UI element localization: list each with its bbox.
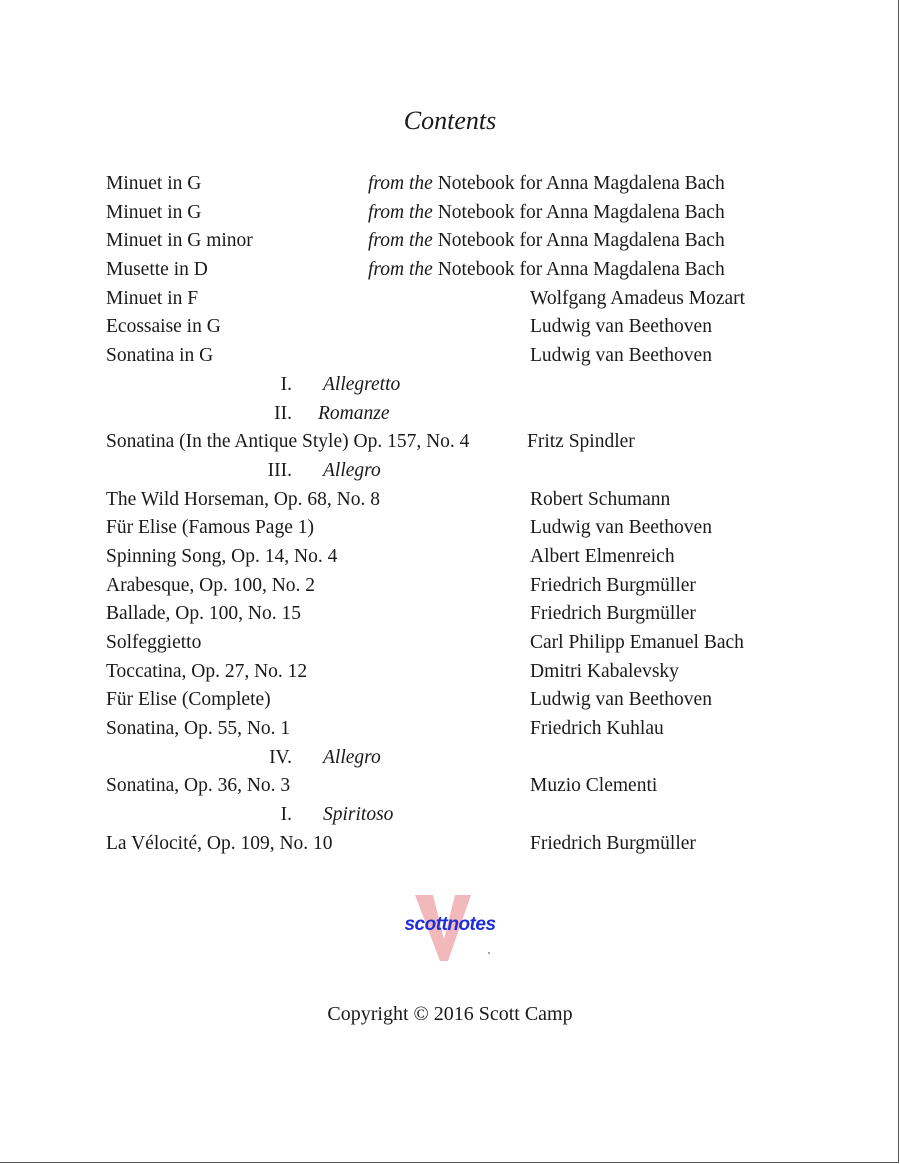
movement-number: IV. [269, 746, 292, 768]
piece-composer: Fritz Spindler [527, 431, 635, 453]
piece-composer: Dmitri Kabalevsky [530, 660, 679, 682]
piece-title: Minuet in G [106, 173, 202, 194]
piece-composer: Carl Philipp Emanuel Bach [530, 632, 744, 653]
piece-title: Solfeggietto [106, 632, 202, 653]
movement-name: Allegro [323, 459, 381, 481]
toc-entry [0, 313, 900, 342]
piece-composer: Friedrich Burgmüller [530, 603, 696, 625]
piece-composer: Ludwig van Beethoven [530, 689, 712, 711]
piece-title: Arabesque, Op. 100, No. 2 [106, 574, 316, 596]
piece-composer: Muzio Clementi [530, 775, 658, 797]
toc-movement [0, 400, 900, 429]
toc-entry [0, 830, 900, 859]
toc-entry [0, 629, 900, 658]
piece-title: Ballade, Op. 100, No. 15 [106, 603, 301, 625]
toc-entry [0, 170, 900, 199]
toc-movement [0, 744, 900, 773]
toc-entry [0, 715, 900, 744]
source-prefix: from the [368, 201, 433, 223]
toc-entry [0, 686, 900, 715]
toc-movement [0, 801, 900, 830]
source-name: Notebook for Anna Magdalena Bach [437, 201, 725, 223]
piece-title: Musette in D [106, 259, 208, 281]
toc-entry [0, 543, 900, 572]
logo-dot [488, 952, 490, 954]
toc-entry [0, 199, 900, 228]
piece-title: La Vélocité, Op. 109, No. 10 [106, 832, 333, 854]
source-prefix: from the [368, 230, 433, 252]
piece-title: Sonatina in G [106, 345, 214, 367]
source-name: Notebook for Anna Magdalena Bach [437, 230, 725, 252]
source-name: Notebook for Anna Magdalena Bach [437, 259, 725, 281]
piece-title: Für Elise (Complete) [106, 689, 271, 711]
toc-movement [0, 457, 900, 486]
movement-name: Allegretto [323, 373, 401, 395]
piece-source [368, 256, 725, 285]
piece-composer: Ludwig van Beethoven [530, 345, 712, 367]
movement-number: I. [280, 373, 292, 395]
piece-composer: Friedrich Kuhlau [530, 718, 664, 740]
piece-composer: Ludwig van Beethoven [530, 517, 712, 539]
copyright-notice: Copyright © 2016 Scott Camp [327, 1003, 573, 1025]
movement-name: Spiritoso [323, 804, 394, 826]
piece-composer: Friedrich Burgmüller [530, 574, 696, 596]
movement-number: III. [267, 459, 292, 481]
contents-list [0, 170, 900, 859]
piece-title: Spinning Song, Op. 14, No. 4 [106, 545, 338, 567]
piece-composer: Wolfgang Amadeus Mozart [530, 287, 746, 309]
piece-source [368, 170, 725, 199]
piece-title: Sonatina (In the Antique Style) Op. 157, No. 4 [106, 431, 470, 453]
piece-composer: Albert Elmenreich [530, 545, 675, 567]
toc-entry [0, 227, 900, 256]
movement-number: I. [280, 804, 292, 826]
page-title: Contents [403, 106, 497, 135]
toc-entry [0, 285, 900, 314]
piece-title: Sonatina, Op. 36, No. 3 [106, 775, 291, 797]
toc-entry [0, 572, 900, 601]
piece-title: Für Elise (Famous Page 1) [106, 517, 314, 539]
toc-entry [0, 342, 900, 371]
toc-entry [0, 514, 900, 543]
piece-title: Minuet in F [106, 287, 199, 309]
piece-source [368, 199, 725, 228]
toc-entry [0, 256, 900, 285]
movement-name: Romanze [318, 402, 390, 424]
movement-number: II. [274, 402, 292, 424]
scottnotes-logo [395, 893, 505, 965]
toc-entry [0, 658, 900, 687]
piece-title: The Wild Horseman, Op. 68, No. 8 [106, 488, 380, 510]
piece-composer: Friedrich Burgmüller [530, 832, 696, 854]
toc-entry [0, 486, 900, 515]
piece-title: Toccatina, Op. 27, No. 12 [106, 660, 308, 682]
piece-title: Ecossaise in G [106, 316, 221, 338]
piece-source [368, 227, 725, 256]
toc-entry [0, 600, 900, 629]
toc-movement [0, 371, 900, 400]
piece-composer: Ludwig van Beethoven [530, 316, 712, 338]
source-prefix: from the [368, 259, 433, 281]
source-prefix: from the [368, 173, 433, 194]
logo-wordmark: scottnotes [404, 914, 496, 935]
piece-title: Sonatina, Op. 55, No. 1 [106, 718, 291, 740]
toc-entry [0, 772, 900, 801]
piece-title: Minuet in G [106, 201, 202, 223]
source-name: Notebook for Anna Magdalena Bach [437, 173, 725, 194]
movement-name: Allegro [323, 746, 381, 768]
piece-composer: Robert Schumann [530, 488, 671, 510]
piece-title: Minuet in G minor [106, 230, 253, 252]
toc-entry [0, 428, 900, 457]
